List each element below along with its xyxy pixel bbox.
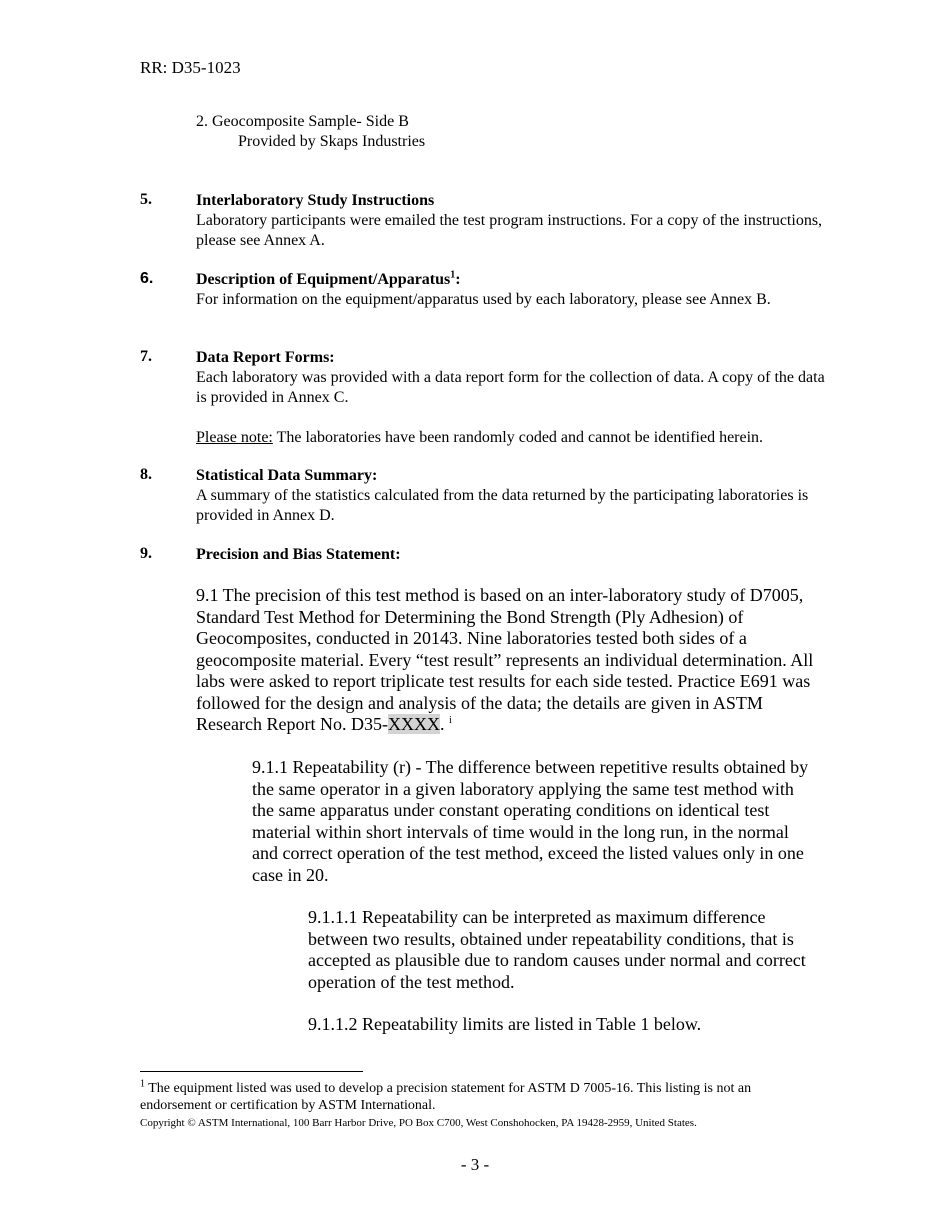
- footnote-text: The equipment listed was used to develop a precision statement for ASTM D 7005-16. This listing is not an endorsement or certification by ASTM International.: [140, 1081, 752, 1113]
- section-8: [196, 466, 826, 526]
- precision-paragraph-9-1: [196, 585, 816, 736]
- repeatability-interpretation-paragraph: 9.1.1.1 Repeatability can be interpreted as maximum difference between two results, obtained under repeatability conditions, that is accepted as plausible due to random causes under normal and correct operation of the test method.: [308, 907, 806, 992]
- endnote-ref: i: [448, 715, 452, 726]
- section-9: [196, 545, 826, 565]
- section-body: Each laboratory was provided with a data report form for the collection of data. A copy of the data is provided in Annex C.: [196, 369, 825, 406]
- note-label: Please note:: [196, 429, 273, 446]
- report-number-placeholder: XXXX: [387, 714, 440, 734]
- section-body: Laboratory participants were emailed the test program instructions. For a copy of the instructions, please see Annex A.: [196, 212, 823, 249]
- footnote-marker: 1: [140, 1078, 145, 1090]
- section-title: Precision and Bias Statement:: [196, 546, 401, 563]
- sample-item-label: 2. Geocomposite Sample- Side B: [196, 113, 409, 130]
- section-title-text: Description of Equipment/Apparatus: [196, 271, 451, 288]
- section-5: [196, 191, 826, 251]
- section-6: [196, 270, 826, 310]
- section-title: Data Report Forms:: [196, 349, 335, 366]
- sample-item-provider: Provided by Skaps Industries: [238, 133, 426, 150]
- paragraph-end: .: [439, 714, 445, 734]
- footnote: [140, 1080, 810, 1114]
- section-number: 9.: [140, 545, 152, 562]
- section-title: Statistical Data Summary:: [196, 467, 378, 484]
- paragraph-text: 9.1 The precision of this test method is based on an inter-laboratory study of D7005, Standard Test Method for Determining the Bond Strength (Ply Adhesion) of Geocomposites, conducted in 20143. Nine laboratories tested both sides of a geocomposite material. Every “test result” represents an individual determination. All labs were asked to report triplicate test results for each side tested. Practice E691 was followed for the design and analysis of the data; the details are given in ASTM Research Report No. D35-: [196, 585, 814, 734]
- section-title: Interlaboratory Study Instructions: [196, 192, 435, 209]
- section-body: A summary of the statistics calculated from the data returned by the participating laboratories is provided in Annex D.: [196, 487, 809, 524]
- repeatability-paragraph: 9.1.1 Repeatability (r) - The difference between repetitive results obtained by the same operator in a given laboratory applying the same test method with the same apparatus under constant operating conditions on identical test material within short intervals of time would in the long run, in the normal and correct operation of the test method, exceed the listed values only in one case in 20.: [252, 757, 809, 885]
- section-number: 8.: [140, 466, 152, 483]
- page-number: - 3 -: [460, 1155, 490, 1174]
- section-body: For information on the equipment/apparatus used by each laboratory, please see Annex B.: [196, 291, 771, 308]
- note-paragraph: [196, 428, 826, 448]
- note-text: The laboratories have been randomly coded and cannot be identified herein.: [272, 429, 764, 446]
- section-title: [196, 270, 826, 290]
- section-number: 6.: [140, 270, 154, 287]
- section-number: 5.: [140, 191, 152, 208]
- report-id-header: RR: D35-1023: [140, 58, 241, 77]
- footnote-ref: 1: [450, 269, 456, 281]
- section-title-suffix: :: [455, 271, 461, 288]
- copyright-notice: Copyright © ASTM International, 100 Barr Harbor Drive, PO Box C700, West Conshohocken, PA 19428-2959, United States.: [140, 1117, 697, 1129]
- section-number: 7.: [140, 348, 152, 365]
- footnote-divider: [140, 1071, 363, 1072]
- section-7: [196, 348, 826, 448]
- repeatability-limits-paragraph: 9.1.1.2 Repeatability limits are listed in Table 1 below.: [308, 1014, 702, 1034]
